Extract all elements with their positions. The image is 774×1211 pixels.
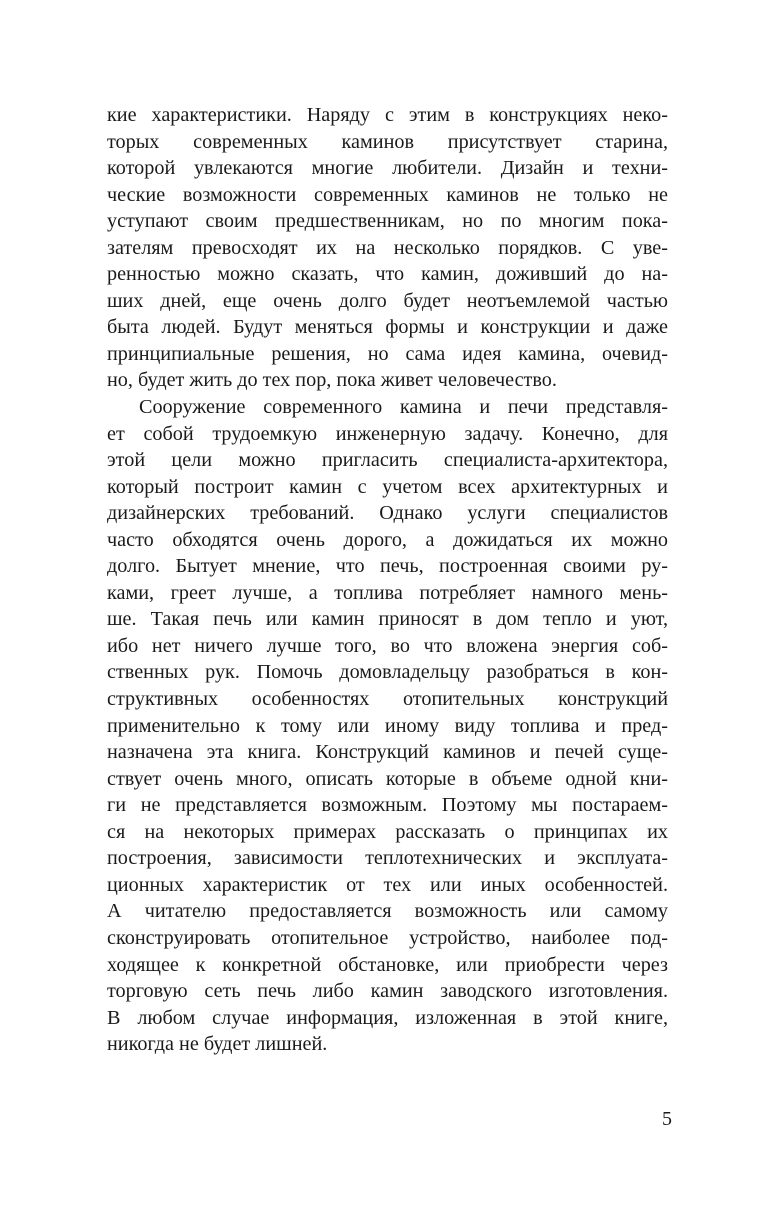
text-line: долго. Бытует мнение, что печь, построенная своими ру- — [107, 555, 668, 578]
text-line: построения, зависимости теплотехнических и эксплуата- — [107, 847, 668, 870]
text-line: ших дней, еще очень долго будет неотъемлемой частью — [107, 289, 668, 312]
text-line: ибо нет ничего лучше того, во что вложена энергия соб- — [107, 634, 668, 657]
text-line: часто обходятся очень дорого, а дожидаться их можно — [107, 528, 668, 551]
text-line: ся на некоторых примерах рассказать о принципах их — [107, 820, 668, 843]
text-line: применительно к тому или иному виду топлива и пред- — [107, 714, 668, 737]
text-line: А читателю предоставляется возможность или самому — [107, 900, 668, 923]
text-line: Сооружение современного камина и печи представля- — [139, 396, 668, 419]
text-line: этой цели можно пригласить специалиста-архитектора, — [107, 449, 668, 472]
text-line: ше. Такая печь или камин приносят в дом тепло и уют, — [107, 608, 668, 631]
paragraph-1 — [107, 102, 668, 394]
text-line: торых современных каминов присутствует старина, — [107, 130, 668, 153]
page-number: 5 — [662, 1108, 672, 1130]
text-line: торговую сеть печь либо камин заводского изготовления. — [107, 980, 668, 1003]
text-line: принципиальные решения, но сама идея камина, очевид- — [107, 342, 668, 365]
text-line: быта людей. Будут меняться формы и конструкции и даже — [107, 316, 668, 339]
text-line: зателям превосходят их на несколько порядков. С уве- — [107, 236, 668, 259]
text-line: которой увлекаются многие любители. Дизайн и техни- — [107, 157, 668, 180]
text-line: уступают своим предшественникам, но по многим пока- — [107, 210, 668, 233]
text-line: сконструировать отопительное устройство, наиболее под- — [107, 926, 668, 949]
text-line: кие характеристики. Наряду с этим в конструкциях неко- — [107, 104, 668, 126]
text-line: ционных характеристик от тех или иных особенностей. — [107, 873, 668, 896]
text-line: но, будет жить до тех пор, пока живет человечество. — [107, 369, 557, 392]
text-line: который построит камин с учетом всех архитектурных и — [107, 475, 668, 498]
text-line: никогда не будет лишней. — [107, 1033, 328, 1056]
text-line: ет собой трудоемкую инженерную задачу. Конечно, для — [107, 422, 668, 445]
text-line: структивных особенностях отопительных конструкций — [107, 688, 668, 711]
text-line: ствует очень много, описать которые в объеме одной кни- — [107, 767, 668, 790]
text-line: ственных рук. Помочь домовладельцу разобраться в кон- — [107, 661, 668, 684]
text-line: ческие возможности современных каминов не только не — [107, 183, 668, 206]
text-line: дизайнерских требований. Однако услуги специалистов — [107, 502, 668, 525]
text-line: ги не представляется возможным. Поэтому мы постараем- — [107, 794, 668, 817]
paragraph-2 — [107, 394, 668, 1058]
text-line: ренностью можно сказать, что камин, доживший до на- — [107, 263, 668, 286]
text-line: В любом случае информация, изложенная в этой книге, — [107, 1006, 668, 1029]
text-line: назначена эта книга. Конструкций каминов и печей суще- — [107, 741, 668, 764]
body-text — [107, 102, 668, 1058]
text-line: ками, греет лучше, а топлива потребляет намного мень- — [107, 581, 668, 604]
text-line: ходящее к конкретной обстановке, или приобрести через — [107, 953, 668, 976]
